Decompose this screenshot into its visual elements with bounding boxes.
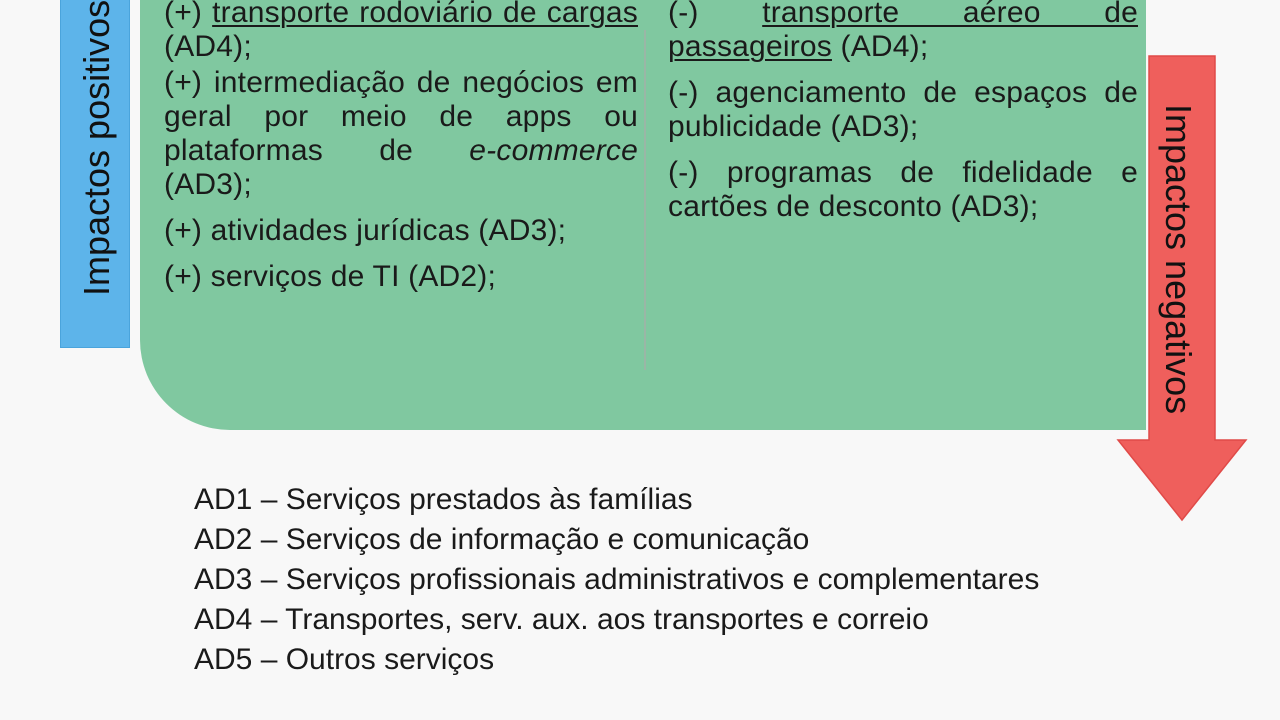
positive-item-intermediation: (+) intermediação de negócios em geral por meio de apps ou plataformas de e-commerce (AD3); bbox=[164, 66, 638, 201]
negative-impacts-label: Impactos negativos bbox=[1158, 104, 1199, 415]
negative-impacts-list bbox=[668, 0, 1138, 236]
negative-item-advertising: (-) agenciamento de espaços de publicidade (AD3); bbox=[668, 76, 1138, 143]
positive-impacts-list bbox=[164, 0, 638, 306]
positive-item-road-freight: (+) transporte rodoviário de cargas (AD4); bbox=[164, 0, 638, 63]
positive-item-it-services: (+) serviços de TI (AD2); bbox=[164, 260, 497, 293]
legend-item: AD2 – Serviços de informação e comunicação bbox=[194, 523, 810, 556]
negative-item-loyalty: (-) programas de fidelidade e cartões de desconto (AD3); bbox=[668, 156, 1138, 223]
positive-impacts-label: Impactos positivos bbox=[76, 0, 117, 296]
legend-item: AD1 – Serviços prestados às famílias bbox=[194, 483, 693, 516]
negative-item-air-transport: (-) transporte aéreo de passageiros (AD4); bbox=[668, 0, 1138, 63]
positive-item-legal: (+) atividades jurídicas (AD3); bbox=[164, 214, 567, 247]
activity-legend bbox=[194, 480, 1039, 680]
column-divider bbox=[644, 30, 646, 370]
legend-item: AD5 – Outros serviços bbox=[194, 643, 495, 676]
legend-item: AD3 – Serviços profissionais administrativos e complementares bbox=[194, 563, 1040, 596]
legend-item: AD4 – Transportes, serv. aux. aos transportes e correio bbox=[194, 603, 929, 636]
